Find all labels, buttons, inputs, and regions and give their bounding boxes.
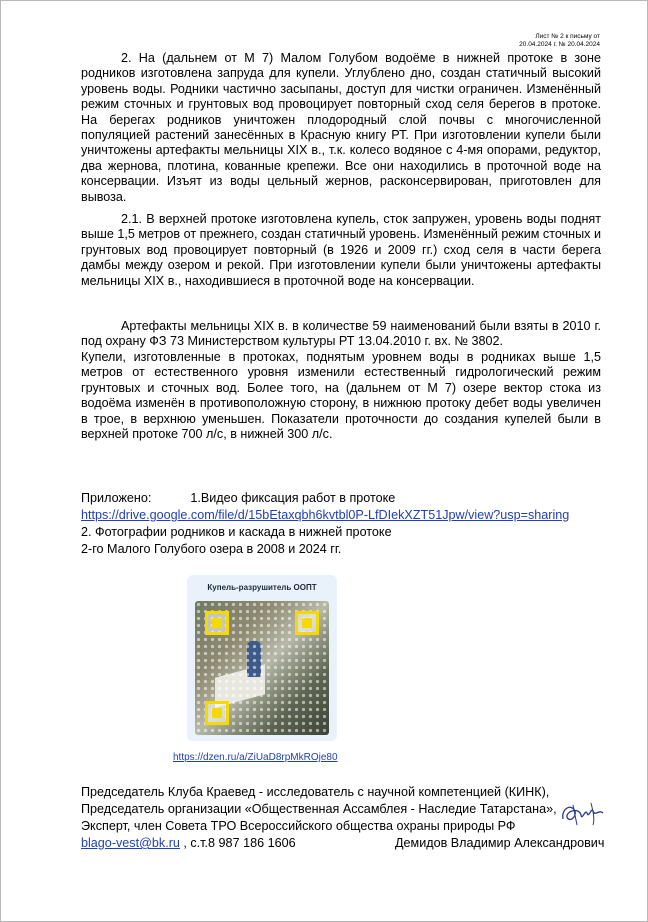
signatory-line3: Эксперт, член Совета ТРО Всероссийского общества охраны природы РФ bbox=[81, 819, 516, 833]
letter-reference-line2: 20.04.2024 г. № 20.04.2024 bbox=[519, 41, 600, 48]
qr-title: Купель-разрушитель ООПТ bbox=[207, 583, 317, 592]
qr-finder-icon bbox=[205, 701, 229, 725]
signatory-name: Демидов Владимир Александрович bbox=[395, 836, 605, 850]
phone-number: , с.т.8 987 186 1606 bbox=[183, 836, 296, 850]
paragraph-2: 2. На (дальнем от М 7) Малом Голубом водоёме в нижней протоке в зоне родников изготовлена запруда для купели. Углублено дно, создан статичный высокий уровень воды. Родники частично засыпаны, доступ для чистки ограничен. Изменённый режим сточных и грунтовых вод провоцирует повторный сход селя берегов в протоке. На берегах родников уничтожен плодородный слой почвы с многочисленной популяцией растений занесённых в Красную книгу РТ. При изготовлении купели были уничтожены артефакты мельницы XIX в., т.к. колесо водяное с 4-мя опорами, редуктор, два жернова, плотина, кованные крепежи. Все они находились в проточной воде на консервации. Изъят из воды цельный жернов, расконсервирован, приготовлен для вывоза. bbox=[81, 51, 601, 204]
qr-finder-icon bbox=[295, 611, 319, 635]
video-link[interactable]: https://drive.google.com/file/d/15bEtaxqbh6kvtbl0P-LfDIekXZT51Jpw/view?usp=sharing bbox=[81, 508, 570, 522]
paragraph-baths: Купели, изготовленные в протоках, поднятым уровнем воды в родниках выше 1,5 метров от естественного уровня изменили естественный гидрологический режим грунтовых и сточных вод. Более того, на (дальнем от М 7) озере вектор стока из водоёма изменён в противоположную сторону, в нижнюю протоку дебет воды увеличен в трое, в верхнюю уменьшен. Показатели проточности до создания купелей были в верхней протоке 700 л/с, в нижней 300 л/с. bbox=[81, 350, 601, 442]
paragraph-artifacts: Артефакты мельницы XIX в. в количестве 59 наименований были взяты в 2010 г. под охрану ФЗ 73 Министерством культуры РТ 13.04.2010 г. вх. № 3802. bbox=[81, 319, 601, 349]
qr-card bbox=[187, 575, 337, 741]
attachment-photos-cont: 2-го Малого Голубого озера в 2008 и 2024 гг. bbox=[81, 542, 342, 556]
letter-reference-line1: Лист № 2 к письму от bbox=[535, 33, 600, 40]
attachments-line bbox=[81, 491, 395, 506]
signatory-line1: Председатель Клуба Краевед - исследователь с научной компетенцией (КИНК), bbox=[81, 785, 550, 799]
contact-line bbox=[81, 836, 296, 851]
qr-code-image[interactable] bbox=[195, 601, 329, 735]
attachment-video: 1.Видео фиксация работ в протоке bbox=[190, 491, 396, 505]
attachment-photos: 2. Фотографии родников и каскада в нижней протоке bbox=[81, 525, 392, 539]
qr-link-row bbox=[173, 752, 338, 764]
handwritten-signature-icon bbox=[557, 797, 609, 831]
attachments-label: Приложено: bbox=[81, 491, 152, 505]
attachment-video-link-row bbox=[81, 508, 569, 523]
dzen-link[interactable]: https://dzen.ru/a/ZiUaD8rpMkROje80 bbox=[173, 752, 338, 763]
signatory-line2: Председатель организации «Общественная Ассамблея - Наследие Татарстана», bbox=[81, 802, 557, 816]
email-link[interactable]: blago-vest@bk.ru bbox=[81, 836, 180, 850]
letter-reference bbox=[519, 33, 600, 49]
paragraph-2-1: 2.1. В верхней протоке изготовлена купель, сток запружен, уровень воды поднят выше 1,5 метров от прежнего, создан статичный уровень. Изменённый режим сточных и грунтовых вод провоцирует повторный (в 1926 и 2009 гг.) сход селя в части берега дамбы между озером и рекой. При изготовлении купели были уничтожены артефакты мельницы XIX в., находившиеся в проточной воде на консервации. bbox=[81, 212, 601, 288]
qr-finder-icon bbox=[205, 611, 229, 635]
